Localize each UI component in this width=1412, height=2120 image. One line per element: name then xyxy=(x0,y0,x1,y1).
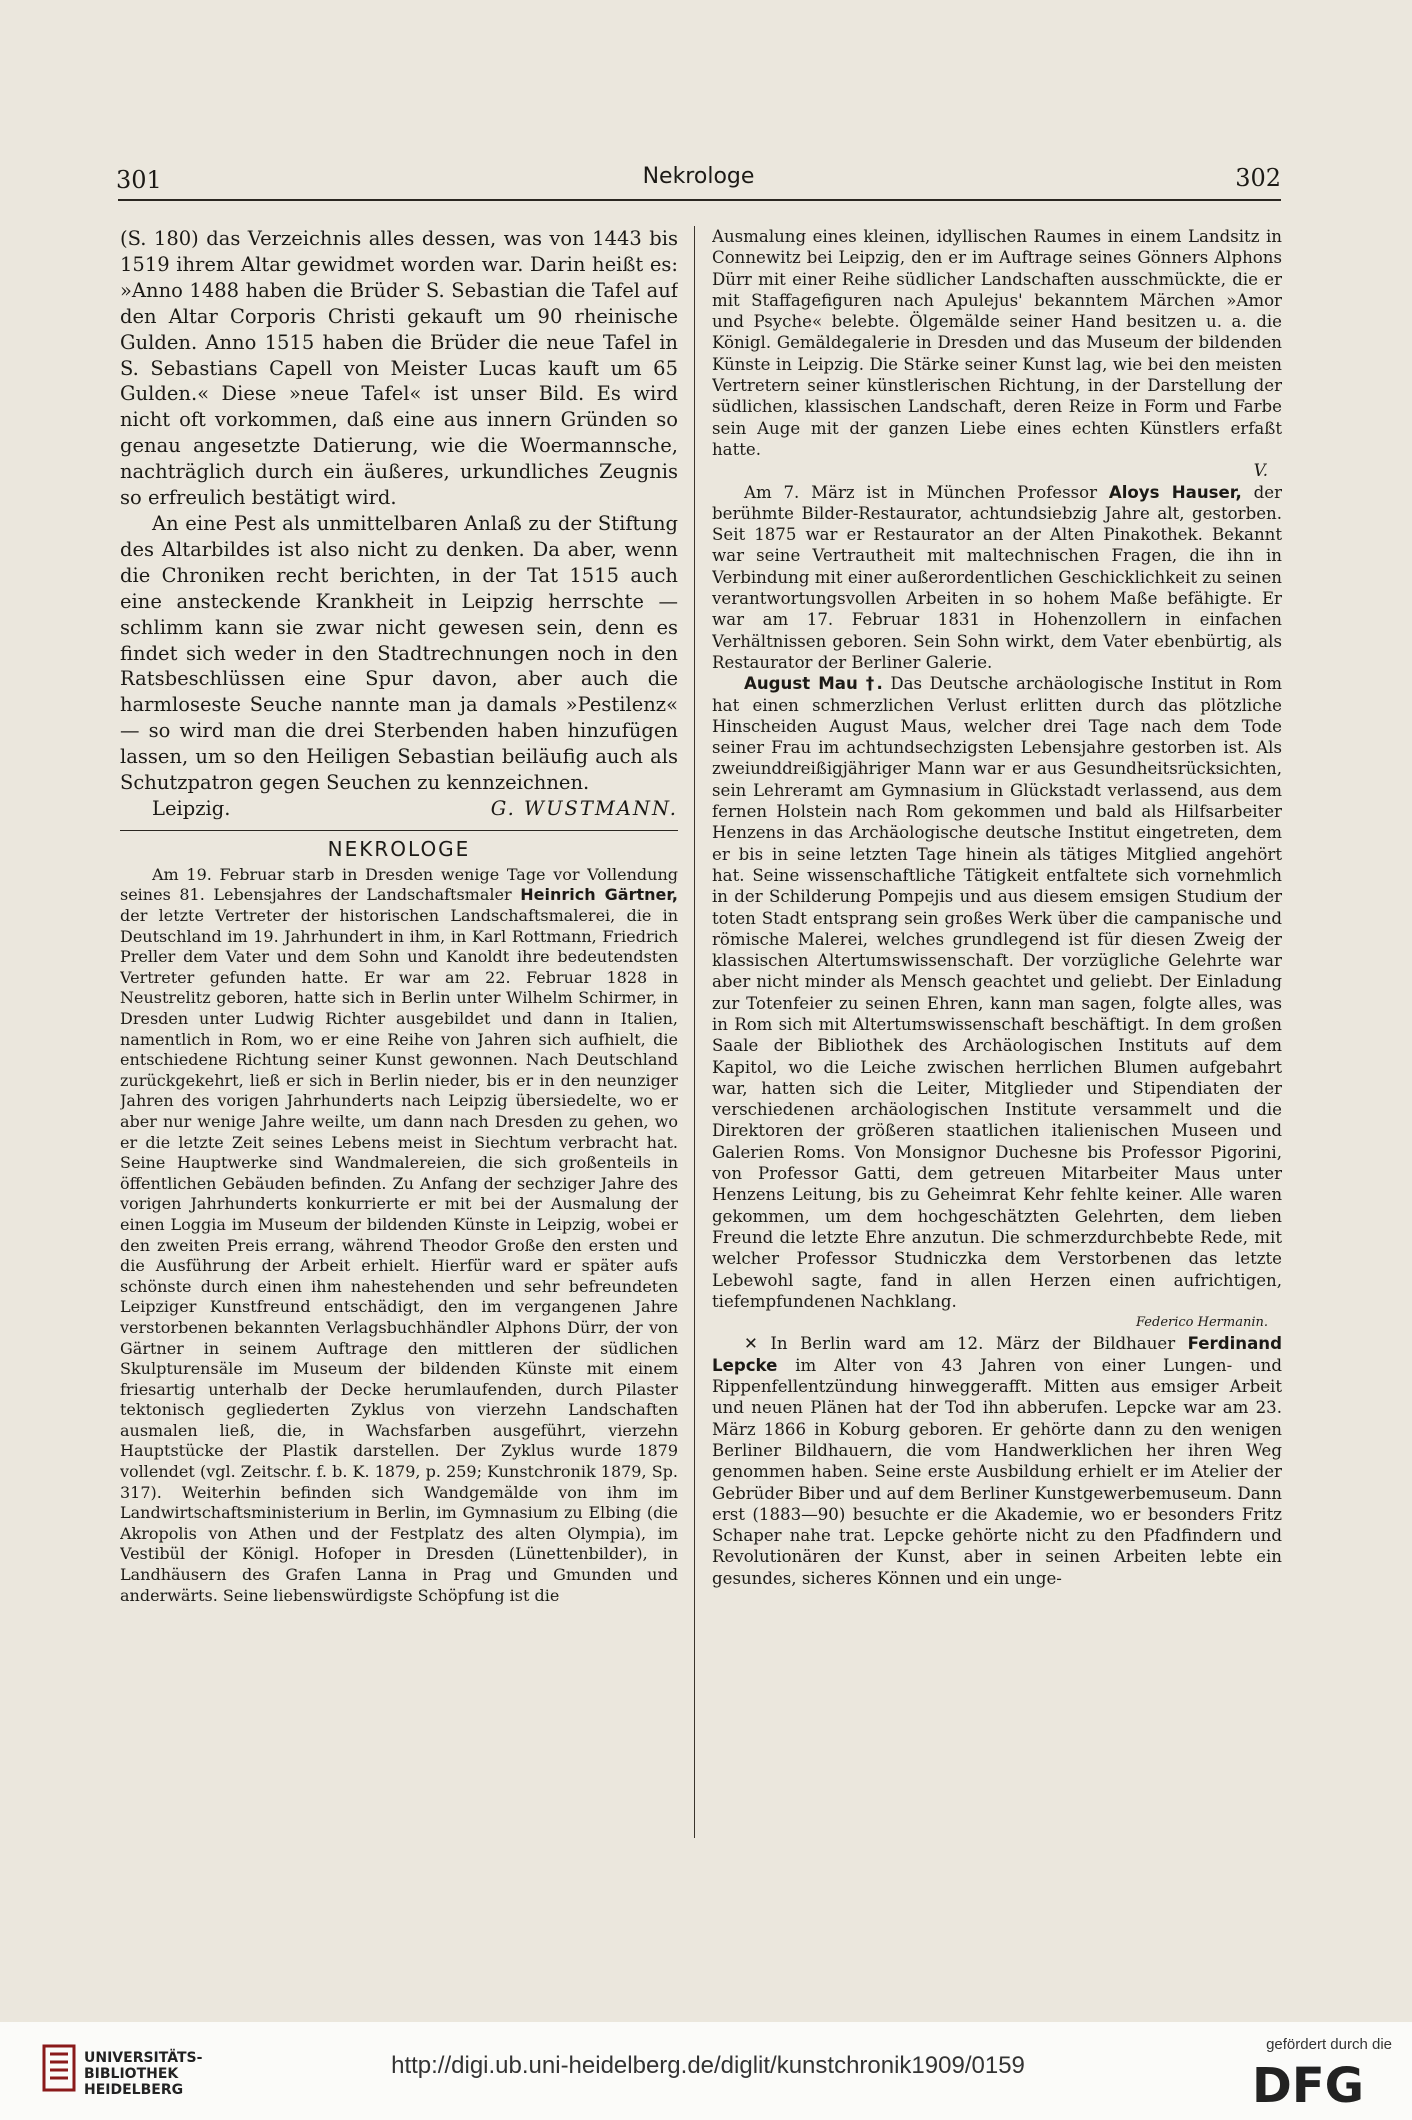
signature-author: Federico Hermanin. xyxy=(1136,1315,1268,1331)
page-number-right: 302 xyxy=(1235,164,1281,192)
permalink[interactable]: http://digi.ub.uni-heidelberg.de/diglit/kunstchronik1909/0159 xyxy=(391,2052,1025,2079)
text-run: Am 19. Februar starb in Dresden wenige Tage vor Vollendung seines 81. Lebensjahres der Landschaftsmaler xyxy=(120,864,678,905)
column-rule xyxy=(694,226,695,1838)
signature-line xyxy=(120,796,678,822)
obituary-hauser xyxy=(712,482,1282,674)
paragraph: An eine Pest als unmittelbaren Anlaß zu der Stiftung des Altarbildes ist also nicht zu denken. Da aber, wenn die Chroniken recht berichten, in der Tat 1515 auch eine ansteckende Krankheit in Leipzig herrschte — schlimm kann sie zwar nicht gewesen sein, denn es findet sich weder in den Stadtrechnungen noch in den Ratsbeschlüssen eine Spur davon, aber auch die harmloseste Seuche nannte man ja damals »Pestilenz« — so wird man die drei Sterbenden haben hinzufügen lassen, um so den Heiligen Sebastian beiläufig auch als Schutzpatron gegen Seuchen zu kennzeichnen. xyxy=(120,511,678,795)
digitization-footer xyxy=(0,2022,1412,2120)
left-column xyxy=(120,226,678,1838)
obituary-lepcke xyxy=(712,1333,1282,1589)
text-run: ✕ In Berlin ward am 12. März der Bildhauer xyxy=(744,1334,1176,1354)
obituary-name: Aloys Hauser, xyxy=(1108,482,1242,502)
signature-author: G. WUSTMANN. xyxy=(490,796,678,820)
paragraph: Ausmalung eines kleinen, idyllischen Raumes in einem Landsitz in Connewitz bei Leipzig, den er im Auftrage seines Gönners Alphons Dürr mit einer Reihe südlicher Landschaften ausschmückte, die er mit Staffagefiguren nach Apulejus' bekanntem Märchen »Amor und Psyche« belebte. Ölgemälde seiner Hand besitzen u. a. die Königl. Gemäldegalerie in Dresden und das Museum der bildenden Künste in Leipzig. Die Stärke seiner Kunst lag, wie bei den meisten Vertretern seiner künstlerischen Richtung, in der Darstellung der südlichen, klassischen Landschaft, deren Reize in Form und Farbe sein Auge mit der ganzen Liebe eines echten Künstlers erfaßt hatte. xyxy=(712,227,1282,459)
section-title: NEKROLOGE xyxy=(327,836,471,861)
header-rule xyxy=(118,199,1281,201)
paragraph: (S. 180) das Verzeichnis alles dessen, was von 1443 bis 1519 ihrem Altar gewidmet worden war. Darin heißt es: »Anno 1488 haben die Brüder S. Sebastian die Tafel auf den Altar Corporis Christi gekauft um 90 rheinische Gulden. Anno 1515 haben die Brüder die neue Tafel in S. Sebastians Capell von Meister Lucas kauft um 65 Gulden.« Diese »neue Tafel« ist unser Bild. Es wird nicht oft vorkommen, daß eine aus innern Gründen so genau angesetzte Datierung, wie die Woermannsche, nachträglich durch ein äußeres, urkundliches Zeugnis so erfreulich bestätigt wird. xyxy=(120,227,678,510)
institution-line: BIBLIOTHEK xyxy=(84,2066,179,2082)
signature-line xyxy=(712,1312,1282,1333)
text-run: der berühmte Bilder-Restaurator, achtundsiebzig Jahre alt, gestorben. Seit 1875 war er Restaurator an der Alten Pinakothek. Bekannt war seine Vertrautheit mit maltechnischen Fragen, die ihn in Verbindung mit einer außerordentlichen Geschicklichkeit zu seinen verantwortungsvollen Arbeiten in so hohem Maße befähigte. Er war am 17. Februar 1831 in Hohenzollern in einfachen Verhältnissen geboren. Sein Sohn wirkt, dem Vater ebenbürtig, als Restaurator der Berliner Galerie. xyxy=(712,482,1282,672)
text-run: der letzte Vertreter der historischen Landschaftsmalerei, die in Deutschland im 19. Jahrhundert in ihm, in Karl Rottmann, Friedrich Preller dem Vater und dem Sohn und Kanoldt ihre bedeutendsten Vertreter gefunden hatte. Er war am 22. Februar 1828 in Neustrelitz geboren, hatte sich in Berlin unter Wilhelm Schirmer, in Dresden unter Ludwig Richter ausgebildet und dann in Italien, namentlich in Rom, wo er eine Reihe von Jahren sich aufhielt, die entschiedene Richtung seiner Kunst gewonnen. Nach Deutschland zurückgekehrt, ließ er sich in Berlin nieder, bis er in den neunziger Jahren des vorigen Jahrhunderts nach Leipzig übersiedelte, wo er aber nur wenige Jahre weilte, um dann nach Dresden zu gehen, wo er die letzte Zeit seines Lebens meist in Siechtum verbracht hat. Seine Hauptwerke sind Wandmalereien, die sich großenteils in öffentlichen Gebäuden befinden. Zu Anfang der sechziger Jahre des vorigen Jahrhunderts konkurrierte er mit bei der Ausmalung der einen Loggia im Museum der bildenden Künste in Leipzig, wobei er den zweiten Preis errang, während Theodor Große den ersten und die Ausführung der Arbeit erhielt. Hierfür ward er später aufs schönste durch einen ihm nahestehenden und sehr befreundeten Leipziger Kunstfreund entschädigt, den im vergangenen Jahre verstorbenen bekannten Verlagsbuchhändler Alphons Dürr, der von Gärtner in seinem Auftrage den mittleren der südlichen Skulpturensäle im Museum der bildenden Künste mit einem friesartig unterhalb der Decke herumlaufenden, durch Pilaster tektonisch gegliederten Zyklus von vierzehn Landschaften ausmalen ließ, die, in Wachsfarben ausgeführt, vierzehn Hauptstücke der Plastik darstellen. Der Zyklus wurde 1879 vollendet (vgl. Zeitschr. f. b. K. 1879, p. 259; Kunstchronik 1879, Sp. 317). Weiterhin befinden sich Wandgemälde von ihm im Landwirtschaftsministerium in Berlin, im Gymnasium zu Elbing (die Akropolis von Athen und der Festplatz des alten Olympia), im Vestibül der Königl. Hofoper in Dresden (Lünettenbilder), in Landhäusern des Grafen Lanna in Prag und Gmunden und anderwärts. Seine liebenswürdigste Schöpfung ist die xyxy=(120,906,678,1605)
running-head xyxy=(116,160,1281,200)
institution-name xyxy=(84,2050,202,2098)
dfg-logo-text: DFG xyxy=(1252,2058,1365,2108)
right-column xyxy=(712,226,1282,1838)
text-run: Das Deutsche archäologische Institut in Rom hat einen schmerzlichen Verlust erlitten durch das plötzliche Hinscheiden August Maus, welcher drei Tage nach dem Tode seiner Frau im achtundsechzigsten Lebensjahre gestorben ist. Als zweiunddreißigjähriger Mann war er aus Gesundheitsrücksichten, sein Lehreramt am Gymnasium in Glückstadt verlassend, aus dem fernen Holstein nach Rom gekommen und bald als Hilfsarbeiter Henzens in das Archäologische deutsche Institut eingetreten, dem er bis in seine letzten Tage hinein als tätiges Mitglied angehört hat. Seine wissenschaftliche Tätigkeit entfaltete sich vornehmlich in der Schilderung Pompejis und aus diesem emsigen Studium der toten Stadt entsprang sein großes Werk über die campanische und römische Malerei, welches grundlegend ist für diesen Zweig der klassischen Altertumswissenschaft. Der vorzügliche Gelehrte war aber nicht minder als Mensch geachtet und geliebt. Der Einladung zur Totenfeier zu seinen Ehren, kann man sagen, folgte alles, was in Rom sich mit Altertumswissenschaft beschäftigt. In dem großen Saale der Bibliothek des Archäologischen Instituts auf dem Kapitol, wo die Leiche zwischen herrlichen Blumen aufgebahrt war, hatten sich die Leiter, Mitglieder und Stipendiaten der verschiedenen archäologischen Institute versammelt und die Direktoren der größeren staatlichen italienischen Museen und Galerien Roms. Von Monsignor Duchesne bis Professor Pigorini, von Professor Gatti, dem getreuen Mitarbeiter Maus unter Henzens Leitung, bis zu Geheimrat Kehr fehlte keiner. Alle waren gekommen, um dem hochgeschätzten Gelehrten, dem lieben Freund die letzte Ehre anzutun. Die schmerzdurchbebte Rede, mit welcher Professor Studniczka dem Verstorbenen das letzte Lebewohl sagte, fand in allen Herzen einen aufrichtigen, tiefempfundenen Nachklang. xyxy=(712,674,1282,1311)
obituary-name: August Mau †. xyxy=(744,674,883,694)
text-run: im Alter von 43 Jahren von einer Lungen- und Rippenfellentzündung hinweggerafft. Mitten aus emsiger Arbeit und neuen Plänen hat der Tod ihn abberufen. Lepcke war am 23. März 1866 in Koburg geboren. Er gehörte dann zu den wenigen Berliner Bildhauern, die vom Handwerklichen her ihren Weg genommen haben. Seine erste Ausbildung erhielt er im Atelier der Gebrüder Biber und auf dem Berliner Kunstgewerbemuseum. Dann erst (1883—90) besuchte er die Akademie, wo er besonders Fritz Schaper nahe trat. Lepcke gehörte nicht zu den Pfadfindern und Revolutionären der Kunst, aber in seinen Arbeiten lebte ein gesundes, sicheres Können und ein unge- xyxy=(712,1355,1282,1588)
sponsor-label: gefördert durch die xyxy=(1266,2036,1392,2053)
university-seal-icon xyxy=(42,2044,76,2092)
signature-initial: V. xyxy=(1253,461,1268,481)
text-run: Am 7. März ist in München Professor xyxy=(744,482,1098,502)
obituary-mau xyxy=(712,673,1282,1312)
dfg-logo-icon xyxy=(1248,2058,1390,2108)
obituary-name: Ferdinand Lepcke xyxy=(712,1334,1282,1375)
obituary-gaertner xyxy=(120,865,678,1606)
institution-line: UNIVERSITÄTS- xyxy=(84,2050,203,2066)
signature-place: Leipzig. xyxy=(152,796,231,820)
running-head-title: Nekrologe xyxy=(642,164,755,189)
page-number-left: 301 xyxy=(116,166,162,194)
obituary-name: Heinrich Gärtner, xyxy=(520,885,678,905)
institution-line: HEIDELBERG xyxy=(84,2082,184,2098)
section-divider xyxy=(120,830,678,831)
